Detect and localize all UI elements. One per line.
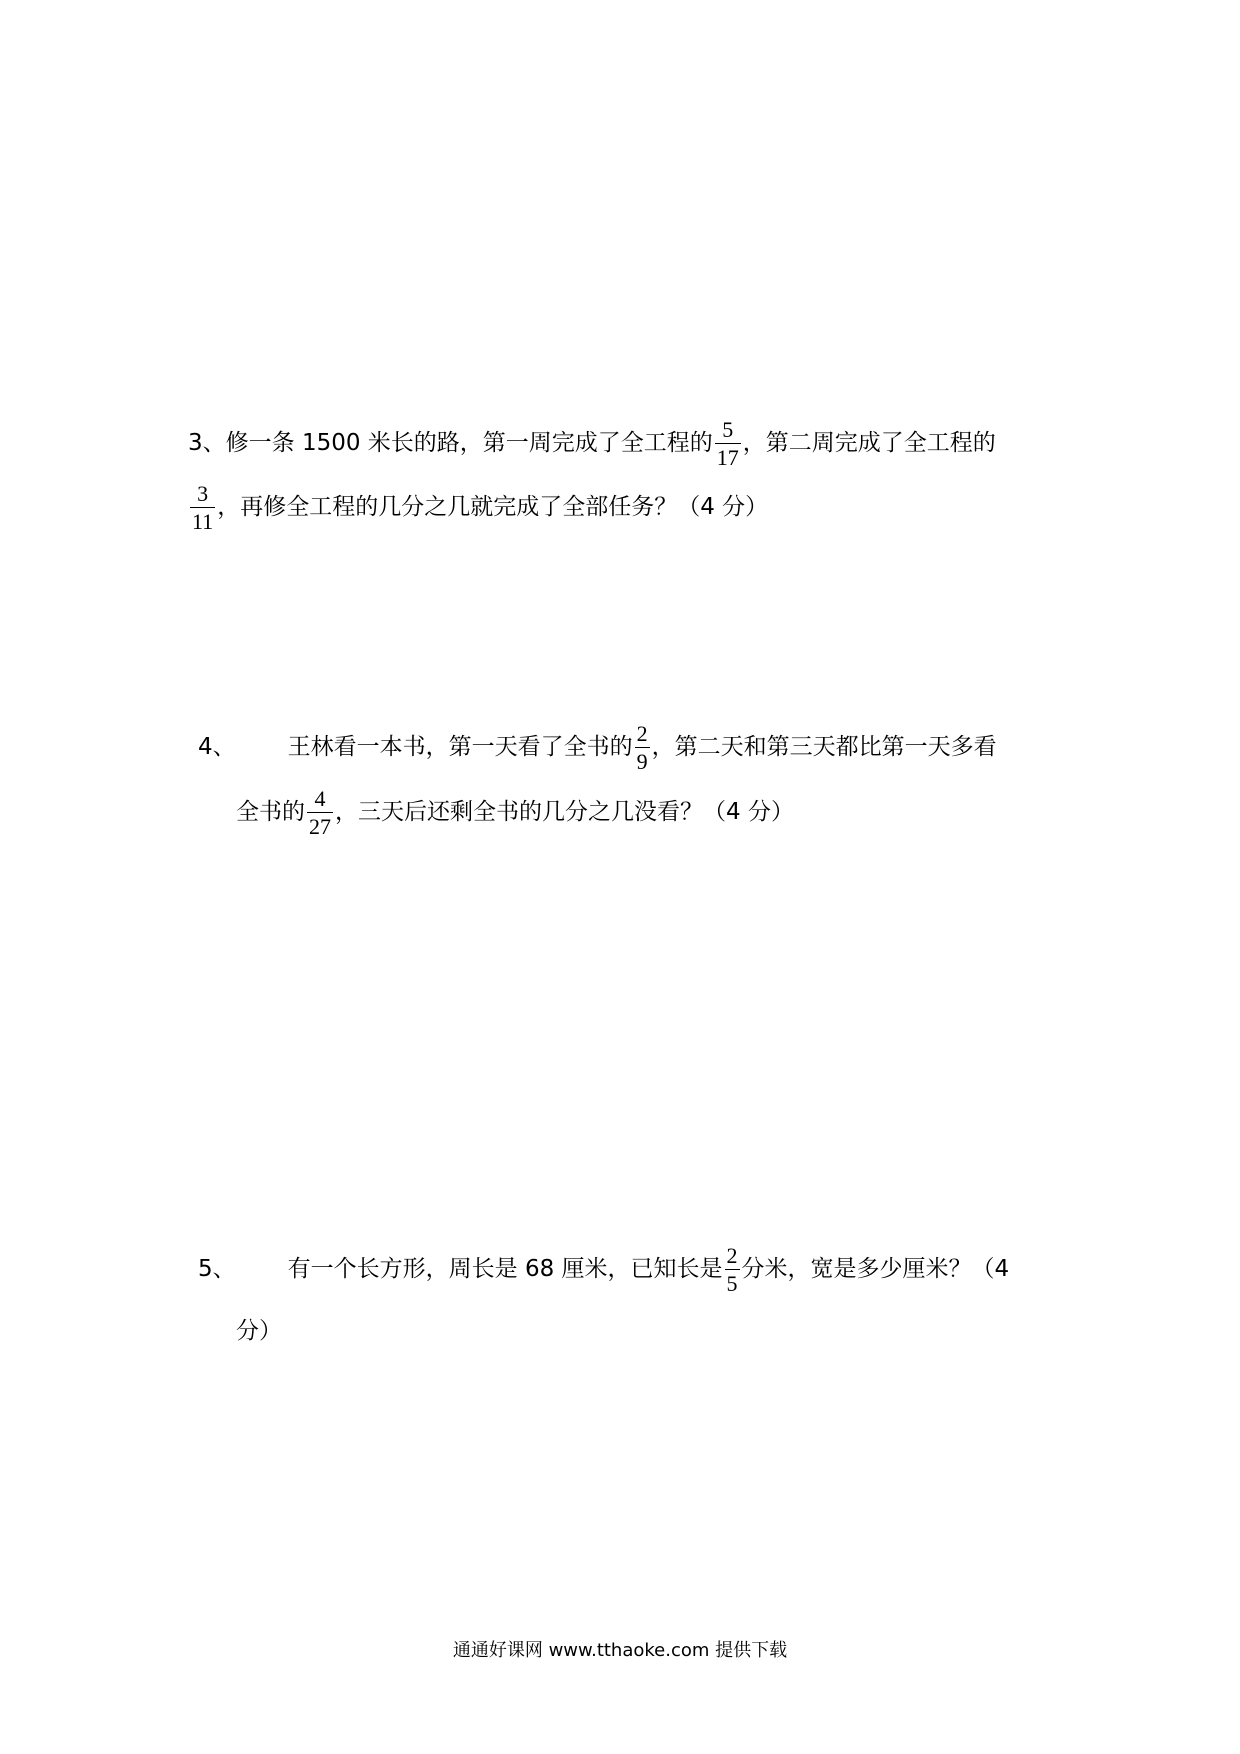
question-3-text: 修一条 1500 米长的路，第一周完成了全工程的 bbox=[225, 430, 713, 457]
fraction-numerator: 5 bbox=[715, 418, 741, 444]
question-3-fraction-2 bbox=[190, 482, 215, 533]
question-3-number: 3、 bbox=[188, 430, 226, 457]
question-5-number: 5、 bbox=[198, 1256, 236, 1283]
fraction-denominator: 11 bbox=[192, 509, 214, 535]
question-3-line-2 bbox=[188, 482, 768, 533]
question-3-fraction-1 bbox=[715, 418, 741, 469]
question-3-text-line-2: ，再修全工程的几分之几就完成了全部任务？（4 分） bbox=[217, 494, 769, 521]
question-4-text-tail: ，第二天和第三天都比第一天多看 bbox=[651, 734, 997, 761]
question-4-fraction-1 bbox=[635, 722, 650, 773]
question-5-line-2 bbox=[236, 1320, 282, 1343]
fraction-denominator: 17 bbox=[716, 445, 739, 471]
question-3-line-1 bbox=[188, 418, 996, 469]
question-5-text-tail: 分米，宽是多少厘米？（4 bbox=[741, 1256, 1010, 1283]
question-4-text-line-2-tail: ，三天后还剩全书的几分之几没看？（4 分） bbox=[335, 799, 794, 826]
question-5-line-1 bbox=[198, 1244, 1009, 1295]
question-4-text-line-2-head: 全书的 bbox=[236, 799, 305, 826]
page-footer: 通通好课网 www.tthaoke.com 提供下载 bbox=[452, 1640, 788, 1661]
fraction-numerator: 4 bbox=[307, 787, 333, 813]
fraction-numerator: 2 bbox=[635, 722, 650, 748]
fraction-denominator: 9 bbox=[636, 749, 648, 775]
question-5-text: 有一个长方形，周长是 68 厘米，已知长是 bbox=[287, 1256, 723, 1283]
fraction-numerator: 2 bbox=[725, 1244, 740, 1270]
question-4-line-2 bbox=[236, 787, 794, 838]
question-5-text-line-2: 分） bbox=[236, 1318, 282, 1344]
fraction-denominator: 5 bbox=[726, 1271, 738, 1297]
fraction-numerator: 3 bbox=[190, 482, 215, 508]
question-4-line-1 bbox=[198, 722, 997, 773]
question-4-fraction-2 bbox=[307, 787, 333, 838]
question-4-number: 4、 bbox=[198, 734, 236, 761]
question-3-text-tail: ，第二周完成了全工程的 bbox=[742, 430, 996, 457]
question-5-fraction-1 bbox=[725, 1244, 740, 1295]
question-4-text: 王林看一本书，第一天看了全书的 bbox=[287, 734, 633, 761]
fraction-denominator: 27 bbox=[309, 814, 331, 840]
